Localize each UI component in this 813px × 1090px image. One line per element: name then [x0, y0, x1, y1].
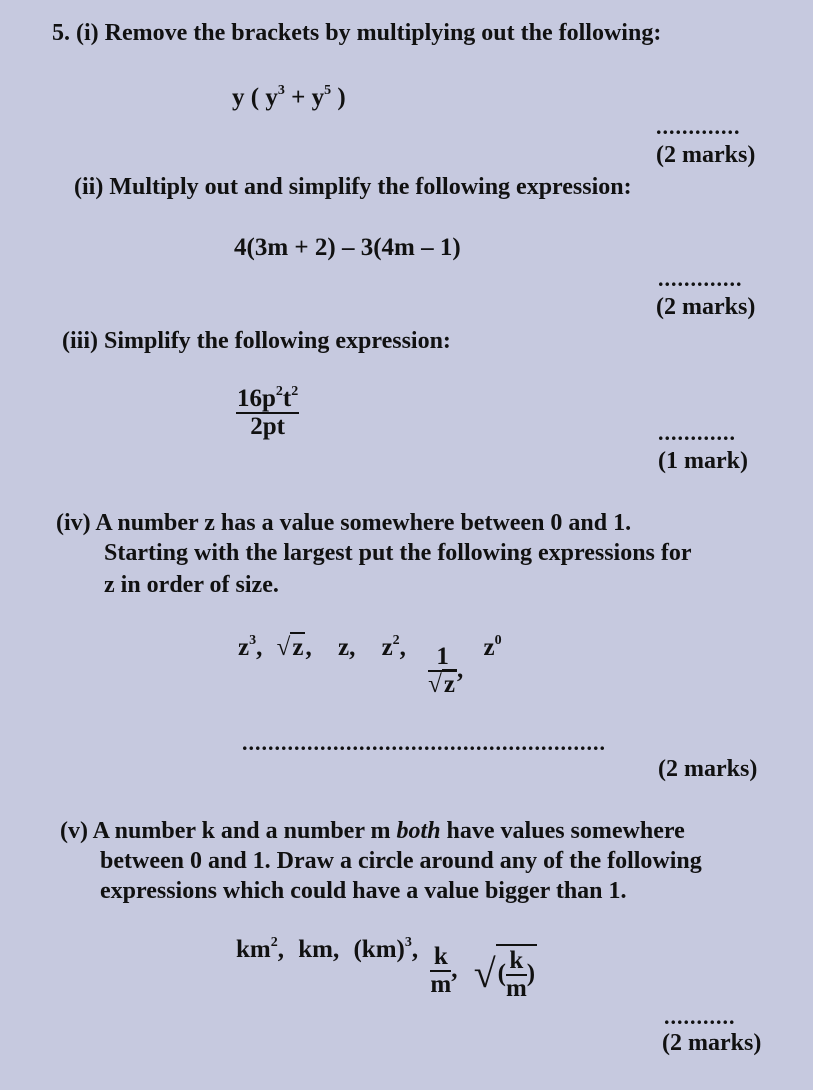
expr-km: km, [298, 936, 340, 963]
part-ii-expression: 4(3m + 2) – 3(4m – 1) [234, 234, 461, 261]
exponent: 2 [270, 935, 278, 950]
fraction-denominator: 2pt [250, 413, 285, 441]
part-iii-prompt: Simplify the following expression: [104, 328, 451, 354]
part-v-line-2: between 0 and 1. Draw a circle around any of the following [100, 848, 702, 874]
exponent: 2 [275, 384, 283, 399]
expr-one-over-sqrt-z: $\frac{1}{√z}$ , [428, 643, 464, 699]
expr-text: z [337, 634, 350, 661]
radicand: ( $\frac{k}{m}$ ) [496, 944, 537, 1003]
expr-text: (km) [353, 936, 405, 963]
part-v-emphasis: both [396, 818, 441, 844]
part-ii-heading [74, 174, 632, 201]
part-v-text-1c: have values somewhere [440, 818, 685, 844]
part-ii-label: (ii) [74, 174, 104, 200]
part-iii-heading [62, 328, 451, 355]
fraction-denominator: m [505, 975, 527, 1003]
expr-z-cubed: $z^3$, [238, 633, 263, 661]
expr-km-cubed: (km)$^3$, [353, 935, 419, 963]
exponent: 5 [324, 83, 332, 98]
part-v-label: (v) [60, 818, 88, 844]
fraction-numerator: 1 [428, 644, 457, 672]
part-i-heading [52, 20, 661, 47]
fraction-numerator: k [506, 948, 527, 976]
part-iv-line-3: z in order of size. [104, 572, 279, 598]
part-iii-marks: (1 mark) [658, 448, 748, 474]
expr-text: km [298, 936, 333, 963]
part-ii-prompt: Multiply out and simplify the following expression: [109, 174, 632, 200]
part-ii-answer-line[interactable]: ............. [658, 266, 743, 291]
fraction [236, 386, 299, 441]
part-v-line-3: expressions which could have a value bigger than 1. [100, 878, 627, 904]
part-v-text-1a: A number k and a number m [92, 818, 397, 844]
part-v-answer-line[interactable]: ........... [664, 1004, 736, 1029]
expr-sqrt-z: √z, [276, 634, 312, 661]
expr-text: z [483, 634, 495, 661]
part-iii-answer-line[interactable]: ............ [658, 420, 736, 445]
part-iii-label: (iii) [62, 328, 98, 354]
part-i-expression [232, 84, 346, 112]
exponent: 3 [404, 935, 412, 950]
expr-text: km [236, 936, 271, 963]
fraction [428, 644, 457, 699]
expr-z-squared: $z^2$, [381, 633, 406, 661]
part-iv-marks: (2 marks) [658, 756, 758, 782]
expr-k-over-m: $\frac{k}{m}$ , [430, 943, 458, 999]
fraction-denominator: √z [428, 671, 456, 699]
fraction-denominator: m [430, 971, 452, 999]
part-iv-line-2: Starting with the largest put the following expressions for [104, 540, 692, 566]
part-iv-text-1: A number z has a value somewhere between 0 and 1. [95, 510, 632, 536]
numerator-text: t [282, 385, 292, 412]
expr-text: y ( y [232, 84, 278, 111]
part-iv-answer-line[interactable]: ........................................................ [242, 730, 606, 755]
radicand: z [443, 671, 456, 699]
part-v-marks: (2 marks) [662, 1030, 762, 1056]
expr-z: z, [337, 634, 356, 661]
part-i-label: (i) [76, 20, 99, 46]
exponent: 3 [249, 633, 257, 648]
expr-text: z [238, 634, 250, 661]
fraction [506, 948, 527, 1003]
fraction-numerator: k [430, 944, 451, 972]
part-iii-expression [236, 386, 299, 441]
expr-z-zero [484, 634, 502, 661]
radicand: z [292, 634, 304, 661]
fraction-numerator [236, 386, 299, 414]
part-i-prompt: Remove the brackets by multiplying out the following: [104, 20, 662, 46]
exponent: 2 [392, 633, 400, 648]
sqrt-sign: √ [473, 950, 496, 996]
numerator-text: 16p [237, 385, 276, 412]
expr-text: ) [331, 84, 346, 111]
exponent: 3 [277, 83, 285, 98]
part-i-marks: (2 marks) [656, 142, 756, 168]
expr-km-squared: $km^2$, [236, 935, 284, 963]
part-iv-expressions [238, 634, 502, 699]
expr-sqrt-k-over-m [474, 944, 537, 1003]
exponent: 2 [291, 384, 299, 399]
part-v-expressions [236, 936, 537, 1003]
part-i-answer-line[interactable]: ............. [656, 114, 741, 139]
part-iv-line-1 [56, 510, 631, 537]
expr-text: z [381, 634, 393, 661]
question-number: 5. [52, 20, 70, 46]
part-v-line-1 [60, 818, 685, 845]
fraction [430, 944, 451, 999]
exponent: 0 [494, 633, 502, 648]
expr-text: + y [284, 84, 325, 111]
part-iv-label: (iv) [56, 510, 91, 536]
part-ii-marks: (2 marks) [656, 294, 756, 320]
